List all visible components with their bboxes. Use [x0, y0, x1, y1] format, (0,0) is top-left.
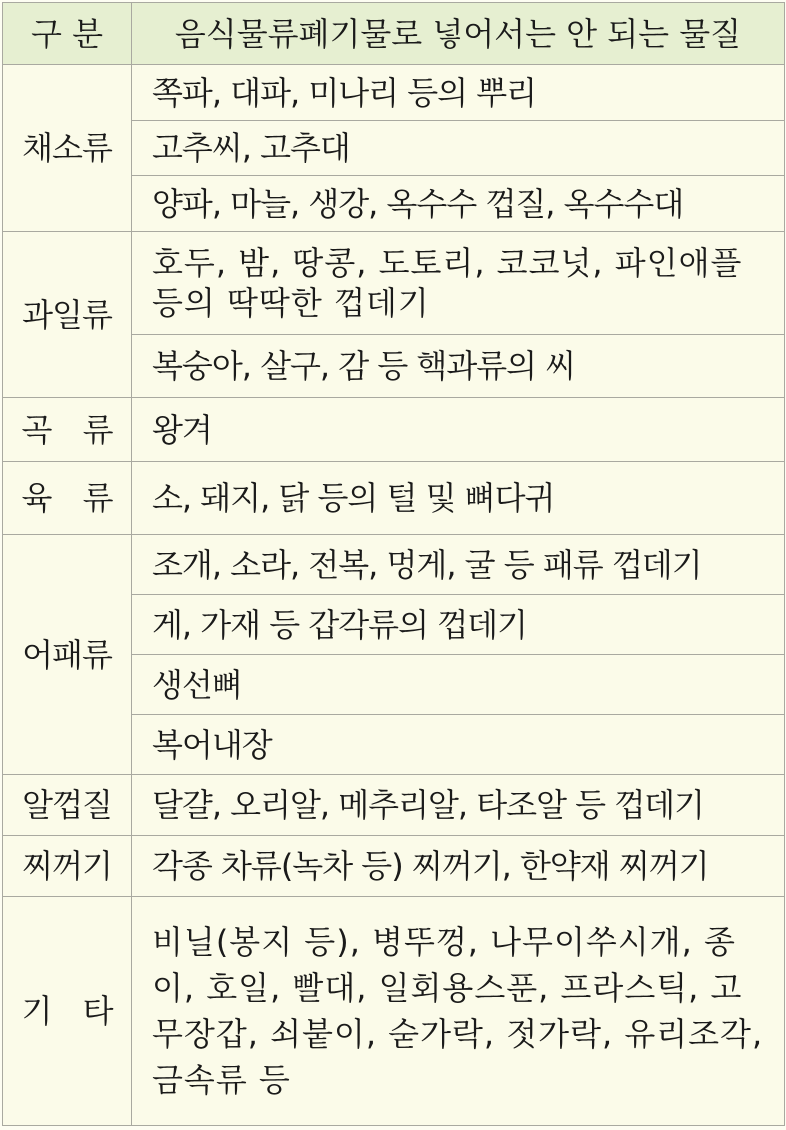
item-cell: 호두, 밤, 땅콩, 도토리, 코코넛, 파인애플 등의 딱딱한 껍데기	[132, 232, 785, 335]
item-cell: 소, 돼지, 닭 등의 털 및 뼈다귀	[132, 462, 785, 535]
table-row	[3, 535, 785, 595]
table-row	[3, 462, 785, 535]
item-cell: 게, 가재 등 갑각류의 껍데기	[132, 595, 785, 655]
item-cell: 달걀, 오리알, 메추리알, 타조알 등 껍데기	[132, 775, 785, 836]
item-cell: 쪽파, 대파, 미나리 등의 뿌리	[132, 65, 785, 121]
category-cell: 채소류	[3, 65, 132, 232]
item-cell: 조개, 소라, 전복, 멍게, 굴 등 패류 껍데기	[132, 535, 785, 595]
category-cell: 곡 류	[3, 398, 132, 462]
table-row	[3, 65, 785, 121]
waste-table	[2, 2, 785, 1126]
table-row	[3, 232, 785, 335]
category-cell: 과일류	[3, 232, 132, 398]
item-cell: 복어내장	[132, 715, 785, 775]
table-row	[3, 897, 785, 1126]
category-cell: 육 류	[3, 462, 132, 535]
header-items: 음식물류폐기물로 넣어서는 안 되는 물질	[132, 3, 785, 65]
item-cell: 고추씨, 고추대	[132, 121, 785, 176]
item-cell: 비닐(봉지 등), 병뚜껑, 나무이쑤시개, 종이, 호일, 빨대, 일회용스푼, 프라스틱, 고무장갑, 쇠붙이, 숟가락, 젓가락, 유리조각, 금속류 등	[132, 897, 785, 1126]
header-row	[3, 3, 785, 65]
item-cell: 생선뼈	[132, 655, 785, 715]
category-cell: 찌꺼기	[3, 836, 132, 897]
item-cell: 양파, 마늘, 생강, 옥수수 껍질, 옥수수대	[132, 176, 785, 232]
table-row	[3, 836, 785, 897]
table-row	[3, 775, 785, 836]
category-cell: 알껍질	[3, 775, 132, 836]
item-cell: 왕겨	[132, 398, 785, 462]
item-cell: 각종 차류(녹차 등) 찌꺼기, 한약재 찌꺼기	[132, 836, 785, 897]
category-cell: 어패류	[3, 535, 132, 775]
item-cell: 복숭아, 살구, 감 등 핵과류의 씨	[132, 335, 785, 398]
table-row	[3, 398, 785, 462]
category-cell: 기 타	[3, 897, 132, 1126]
header-category: 구 분	[3, 3, 132, 65]
